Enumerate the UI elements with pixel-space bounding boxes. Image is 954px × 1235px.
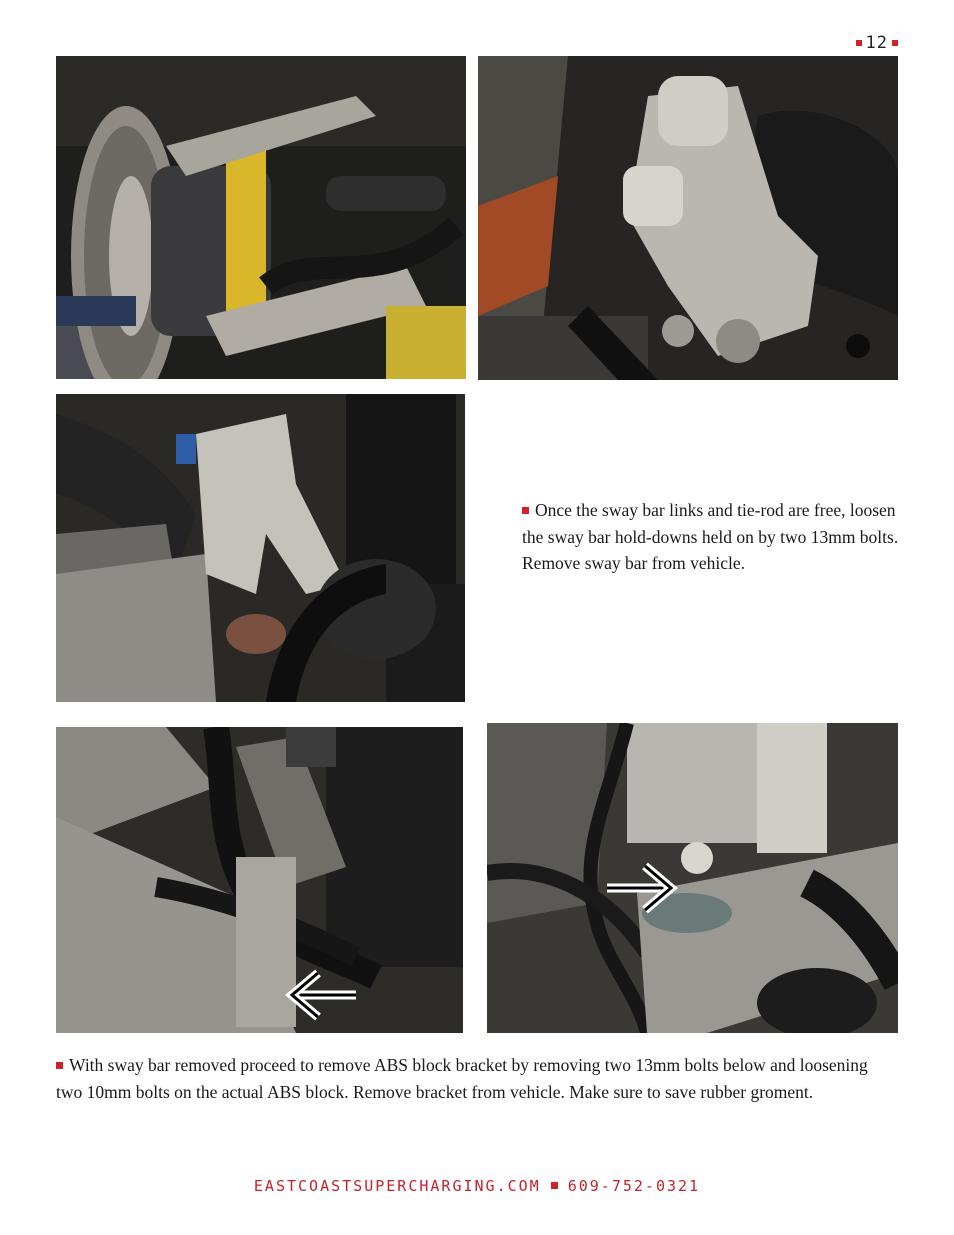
photo-abs-bracket xyxy=(56,727,463,1033)
bullet-square-icon xyxy=(551,1182,558,1189)
footer xyxy=(0,1177,954,1195)
caption-sway-bar-text: Once the sway bar links and tie-rod are free, loosen the sway bar hold-downs held on by two 13mm bolts. Remove sway bar from vehicle. xyxy=(522,500,899,573)
bullet-square-icon xyxy=(56,1062,63,1069)
bullet-square-icon xyxy=(892,40,898,46)
page-number xyxy=(856,33,898,53)
bullet-square-icon xyxy=(856,40,862,46)
photo-abs-block xyxy=(487,723,898,1033)
bullet-square-icon xyxy=(522,507,529,514)
footer-phone: 609-752-0321 xyxy=(567,1177,701,1195)
caption-abs-bracket xyxy=(56,1052,898,1105)
caption-abs-bracket-text: With sway bar removed proceed to remove ABS block bracket by removing two 13mm bolts below and loosening two 10mm bolts on the actual ABS block. Remove bracket from vehicle. Make sure to save rubber groment. xyxy=(56,1055,868,1102)
photo-sway-bar xyxy=(56,394,465,702)
photo-brake-rotor xyxy=(56,56,466,379)
page-number-text: 12 xyxy=(865,33,888,53)
photo-knuckle-closeup xyxy=(478,56,898,380)
caption-sway-bar xyxy=(522,497,902,577)
footer-website: EASTCOASTSUPERCHARGING.COM xyxy=(253,1177,541,1195)
